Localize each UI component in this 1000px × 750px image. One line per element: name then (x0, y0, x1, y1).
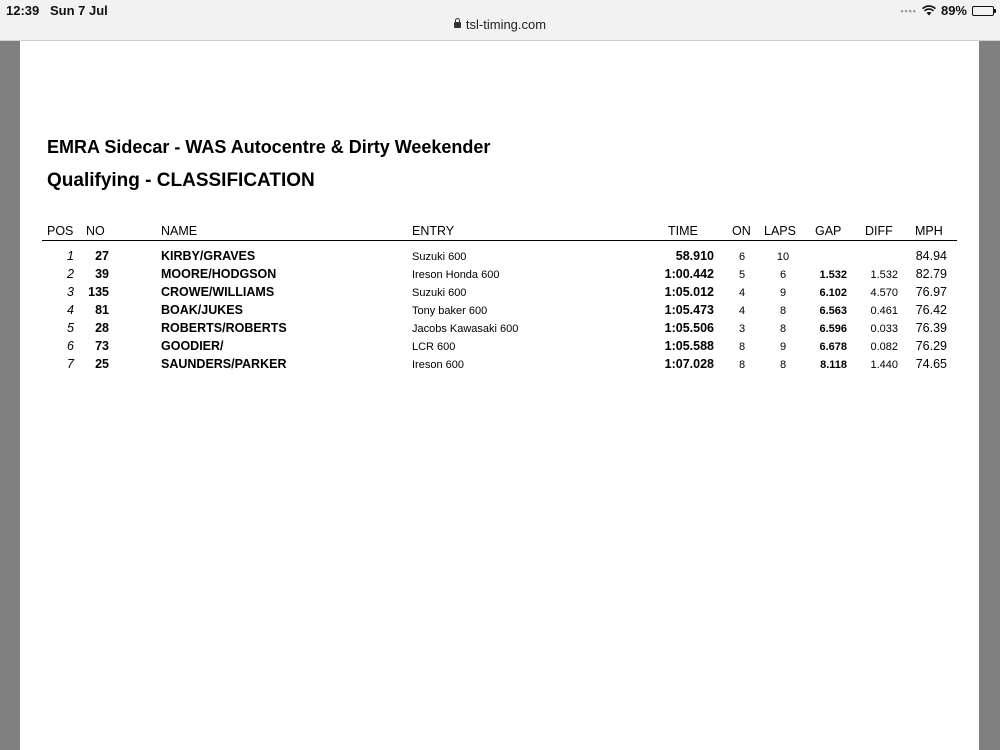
on-cell: 4 (738, 287, 746, 299)
no-cell: 25 (95, 357, 109, 371)
result-row (20, 339, 979, 357)
mph-cell: 76.42 (915, 303, 947, 317)
header-on: ON (732, 224, 751, 238)
laps-cell: 8 (779, 323, 787, 335)
pos-cell: 6 (67, 339, 74, 353)
name-cell: KIRBY/GRAVES (161, 249, 256, 263)
mph-cell: 76.29 (915, 339, 947, 353)
entry-cell: Ireson 600 (412, 359, 464, 371)
laps-cell: 9 (779, 341, 787, 353)
pos-cell: 5 (67, 321, 74, 335)
gap-cell: 8.118 (820, 359, 847, 371)
header-mph: MPH (915, 224, 943, 238)
entry-cell: Suzuki 600 (412, 251, 467, 263)
header-diff: DIFF (865, 224, 893, 238)
no-cell: 27 (95, 249, 109, 263)
entry-cell: Tony baker 600 (412, 305, 488, 317)
on-cell: 4 (738, 305, 746, 317)
on-cell: 8 (738, 341, 746, 353)
no-cell: 135 (88, 285, 109, 299)
time-cell: 1:05.473 (664, 303, 714, 317)
header-name: NAME (161, 224, 198, 238)
gap-cell: 1.532 (819, 269, 847, 281)
pos-cell: 3 (67, 285, 74, 299)
header-gap: GAP (815, 224, 842, 238)
no-cell: 73 (95, 339, 109, 353)
gap-cell: 6.563 (819, 305, 847, 317)
header-laps: LAPS (764, 224, 796, 238)
status-time: 12:39 (6, 3, 40, 18)
mph-cell: 74.65 (915, 357, 947, 371)
no-cell: 39 (95, 267, 109, 281)
entry-cell: Suzuki 600 (412, 287, 467, 299)
pos-cell: 1 (67, 249, 74, 263)
result-row (20, 303, 979, 321)
gap-cell: 6.678 (819, 341, 847, 353)
mph-cell: 76.97 (915, 285, 947, 299)
time-cell: 1:00.442 (664, 267, 714, 281)
entry-cell: Jacobs Kawasaki 600 (412, 323, 519, 335)
name-cell: CROWE/WILLIAMS (161, 285, 275, 299)
time-cell: 1:05.012 (664, 285, 714, 299)
laps-cell: 9 (779, 287, 787, 299)
diff-cell: 0.033 (870, 323, 898, 335)
diff-cell: 0.461 (870, 305, 898, 317)
name-cell: BOAK/JUKES (161, 303, 243, 317)
name-cell: ROBERTS/ROBERTS (161, 321, 287, 335)
on-cell: 5 (738, 269, 746, 281)
pos-cell: 2 (67, 267, 74, 281)
on-cell: 8 (738, 359, 746, 371)
diff-cell: 0.082 (870, 341, 898, 353)
result-row (20, 267, 979, 285)
mph-cell: 76.39 (915, 321, 947, 335)
entry-cell: LCR 600 (412, 341, 456, 353)
time-cell: 1:05.506 (664, 321, 714, 335)
battery-percent: 89% (940, 3, 967, 18)
status-indicators (900, 3, 994, 18)
lock-icon (454, 22, 461, 28)
header-pos: POS (47, 224, 74, 238)
time-cell: 1:07.028 (664, 357, 714, 371)
header-divider (42, 240, 957, 241)
mph-cell: 82.79 (915, 267, 947, 281)
mph-cell: 84.94 (915, 249, 947, 263)
laps-cell: 6 (779, 269, 787, 281)
results-page (20, 41, 979, 750)
session-title: Qualifying - CLASSIFICATION (47, 170, 315, 191)
header-entry: ENTRY (412, 224, 455, 238)
result-row (20, 285, 979, 303)
event-title: EMRA Sidecar - WAS Autocentre & Dirty Weekender (47, 137, 491, 157)
entry-cell: Ireson Honda 600 (412, 269, 500, 281)
pos-cell: 4 (67, 303, 74, 317)
header-time: TIME (668, 224, 698, 238)
gap-cell: 6.596 (819, 323, 847, 335)
header-no: NO (86, 224, 105, 238)
diff-cell: 1.532 (870, 269, 898, 281)
laps-cell: 8 (779, 305, 787, 317)
name-cell: SAUNDERS/PARKER (161, 357, 287, 371)
result-row (20, 321, 979, 339)
status-date: Sun 7 Jul (50, 3, 108, 18)
diff-cell: 1.440 (870, 359, 898, 371)
name-cell: GOODIER/ (161, 339, 224, 353)
result-row (20, 357, 979, 375)
status-bar (0, 0, 1000, 41)
on-cell: 3 (738, 323, 746, 335)
laps-cell: 8 (779, 359, 787, 371)
name-cell: MOORE/HODGSON (161, 267, 277, 281)
result-row (20, 249, 979, 267)
laps-cell: 10 (776, 251, 790, 263)
no-cell: 28 (95, 321, 109, 335)
pos-cell: 7 (67, 357, 74, 371)
battery-icon (972, 6, 994, 16)
signal-icon: •••• (900, 5, 917, 16)
on-cell: 6 (738, 251, 746, 263)
time-cell: 58.910 (675, 249, 714, 263)
wifi-icon (922, 5, 936, 16)
gap-cell: 6.102 (819, 287, 847, 299)
diff-cell: 4.570 (870, 287, 898, 299)
address-bar[interactable] (0, 17, 1000, 32)
url-text: tsl-timing.com (465, 17, 547, 32)
no-cell: 81 (95, 303, 109, 317)
time-cell: 1:05.588 (664, 339, 714, 353)
